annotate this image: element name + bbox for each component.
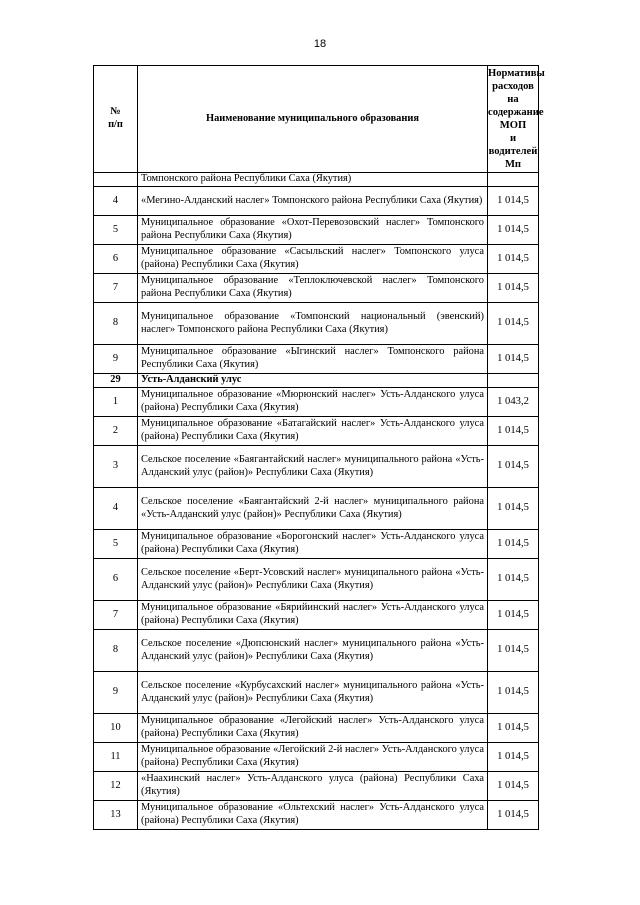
norms-table [93,65,545,830]
row-number: 4 [94,488,138,530]
row-number: 11 [94,743,138,772]
row-norm-value [488,173,539,187]
table-row [94,630,539,672]
table-body [94,173,539,830]
row-number: 2 [94,417,138,446]
row-name: Муниципальное образование «Батагайский наслег» Усть-Алданского улуса (района) Республики Саха (Якутия) [138,417,488,446]
row-norm-value: 1 014,5 [488,216,539,245]
header-norm: Нормативы расходов на содержание МОП и водителей Мп [488,66,539,173]
row-name: Муниципальное образование «Теплоключевской наслег» Томпонского района Республики Саха (Якутия) [138,274,488,303]
table-row [94,417,539,446]
row-name: Сельское поселение «Дюпсюнский наслег» муниципального района «Усть-Алданский улус (район)» Республики Саха (Якутия) [138,630,488,672]
row-number [94,173,138,187]
table-row [94,530,539,559]
row-name: Муниципальное образование «Охот-Перевозовский наслег» Томпонского района Республики Саха (Якутия) [138,216,488,245]
row-number: 8 [94,303,138,345]
row-name: Сельское поселение «Баягантайский наслег» муниципального района «Усть-Алданский улус (район)» Республики Саха (Якутия) [138,446,488,488]
table-header-row [94,66,539,173]
row-name: Муниципальное образование «Легойский 2-й наслег» Усть-Алданского улуса (района) Республики Саха (Якутия) [138,743,488,772]
table-row [94,559,539,601]
header-name: Наименование муниципального образования [138,66,488,173]
row-norm-value: 1 014,5 [488,303,539,345]
table-row [94,772,539,801]
table-row [94,743,539,772]
row-number: 12 [94,772,138,801]
row-number: 13 [94,801,138,830]
row-name: Муниципальное образование «Легойский наслег» Усть-Алданского улуса (района) Республики Саха (Якутия) [138,714,488,743]
row-norm-value: 1 014,5 [488,714,539,743]
table-row [94,672,539,714]
row-name: Муниципальное образование «Борогонский наслег» Усть-Алданского улуса (района) Республики Саха (Якутия) [138,530,488,559]
row-name: Муниципальное образование «Ыгинский наслег» Томпонского района Республики Саха (Якутия) [138,345,488,374]
row-norm-value: 1 014,5 [488,630,539,672]
row-name: «Мегино-Алданский наслег» Томпонского района Республики Саха (Якутия) [138,187,488,216]
row-norm-value [488,374,539,388]
header-num: № п/п [94,66,138,173]
row-norm-value: 1 014,5 [488,187,539,216]
row-number: 9 [94,672,138,714]
row-number: 7 [94,601,138,630]
table-row [94,601,539,630]
row-number: 4 [94,187,138,216]
row-name: Томпонского района Республики Саха (Якутия) [138,173,488,187]
row-name: Усть-Алданский улус [138,374,488,388]
row-norm-value: 1 014,5 [488,559,539,601]
table-row [94,216,539,245]
row-name: Сельское поселение «Берт-Усовский наслег» муниципального района «Усть-Алданский улус (район)» Республики Саха (Якутия) [138,559,488,601]
row-norm-value: 1 014,5 [488,274,539,303]
row-norm-value: 1 014,5 [488,345,539,374]
row-norm-value: 1 014,5 [488,417,539,446]
row-number: 5 [94,216,138,245]
row-norm-value: 1 043,2 [488,388,539,417]
row-number: 10 [94,714,138,743]
row-number: 29 [94,374,138,388]
row-norm-value: 1 014,5 [488,743,539,772]
row-norm-value: 1 014,5 [488,488,539,530]
row-name: Муниципальное образование «Томпонский национальный (эвенский) наслег» Томпонского района Республики Саха (Якутия) [138,303,488,345]
row-norm-value: 1 014,5 [488,672,539,714]
table-row [94,488,539,530]
row-norm-value: 1 014,5 [488,601,539,630]
row-name: Муниципальное образование «Ольтехский наслег» Усть-Алданского улуса (района) Республики Саха (Якутия) [138,801,488,830]
row-name: Сельское поселение «Баягантайский 2-й наслег» муниципального района «Усть-Алданский улус (район)» Республики Саха (Якутия) [138,488,488,530]
table-row [94,446,539,488]
row-name: «Наахинский наслег» Усть-Алданского улуса (района) Республики Саха (Якутия) [138,772,488,801]
table-section-row [94,374,539,388]
row-number: 6 [94,559,138,601]
table-row [94,187,539,216]
row-number: 8 [94,630,138,672]
row-norm-value: 1 014,5 [488,772,539,801]
row-number: 7 [94,274,138,303]
table-row [94,714,539,743]
row-number: 1 [94,388,138,417]
table-row [94,388,539,417]
row-norm-value: 1 014,5 [488,801,539,830]
row-number: 6 [94,245,138,274]
row-number: 9 [94,345,138,374]
table-row [94,345,539,374]
row-norm-value: 1 014,5 [488,530,539,559]
table-row [94,303,539,345]
row-norm-value: 1 014,5 [488,446,539,488]
row-name: Сельское поселение «Курбусахский наслег» муниципального района «Усть-Алданский улус (район)» Республики Саха (Якутия) [138,672,488,714]
row-number: 5 [94,530,138,559]
table-row [94,274,539,303]
row-name: Муниципальное образование «Мюрюнский наслег» Усть-Алданского улуса (района) Республики Саха (Якутия) [138,388,488,417]
page-number: 18 [313,38,327,50]
table-row [94,801,539,830]
row-name: Муниципальное образование «Сасыльский наслег» Томпонского улуса (района) Республики Саха (Якутия) [138,245,488,274]
row-number: 3 [94,446,138,488]
table-row [94,173,539,187]
row-norm-value: 1 014,5 [488,245,539,274]
row-name: Муниципальное образование «Бярийинский наслег» Усть-Алданского улуса (района) Республики Саха (Якутия) [138,601,488,630]
table-row [94,245,539,274]
